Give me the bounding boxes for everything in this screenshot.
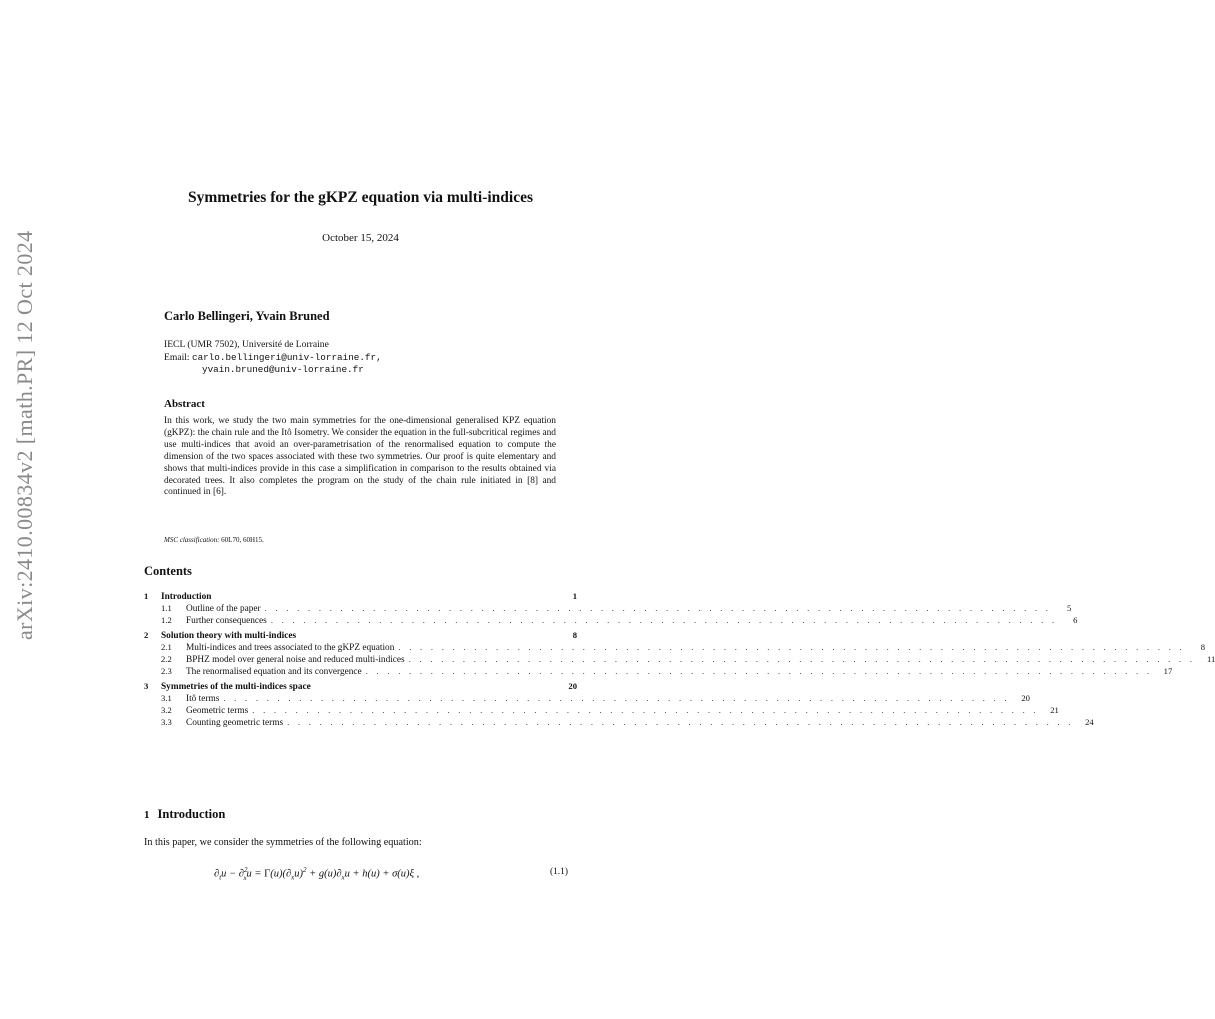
toc-subsection-number: 1.1 bbox=[161, 603, 172, 613]
toc-page: 21 bbox=[1050, 705, 1059, 716]
abstract-text: In this work, we study the two main symmetries for the one-dimensional generalised KPZ equation (gKPZ): the chain rule and the Itô Isometry. We consider the equation in the full-subcritical regimes and use multi-indices that avoid an over-parametrisation of the renormalised equation to compute the dimension of the two spaces associated with these two symmetries. Our proof is quite elementary and shows that multi-indices provide in this case a simplification in comparison to the results obtained via decorated trees. It also completes the program on the study of the chain rule initiated in [8] and continued in [6]. bbox=[164, 416, 556, 498]
toc-section-number: 1 bbox=[144, 591, 149, 601]
toc-page: 8 bbox=[1200, 642, 1205, 653]
toc-subsection-number: 2.3 bbox=[161, 665, 172, 676]
toc-page: 1 bbox=[572, 591, 577, 601]
authors: Carlo Bellingeri, Yvain Bruned bbox=[164, 309, 330, 323]
paper-date: October 15, 2024 bbox=[322, 232, 399, 244]
toc-page: 8 bbox=[572, 630, 577, 641]
email-label: Email: bbox=[164, 351, 192, 363]
section-number: 1 bbox=[144, 809, 150, 821]
toc-subsection-row[interactable] bbox=[144, 716, 1094, 729]
toc-page: 17 bbox=[1163, 665, 1173, 676]
toc-page: 20 bbox=[1021, 693, 1030, 704]
toc-subsection-number: 2.1 bbox=[161, 642, 172, 653]
toc-subsection-row[interactable] bbox=[144, 642, 1205, 654]
toc-subsection-label[interactable]: Outline of the paper bbox=[186, 604, 261, 614]
toc-subsection-label[interactable]: Counting geometric terms bbox=[186, 717, 284, 728]
toc-section-row[interactable] bbox=[144, 681, 577, 693]
toc-subsection-row[interactable] bbox=[144, 614, 1078, 627]
abstract-heading: Abstract bbox=[164, 398, 205, 410]
section-heading-introduction bbox=[144, 807, 225, 822]
toc-subsection-number: 3.2 bbox=[161, 705, 172, 716]
toc-subsection-row[interactable] bbox=[144, 693, 1030, 705]
toc-section-row[interactable] bbox=[144, 630, 577, 642]
toc-leader: . . . . . . . . . . . . . . . . . . . . . . . . . . . . . . . . . . . . . . . . . . . . . . . . . . . . . . . . . . . . . . . . . . . . . . . . . bbox=[287, 716, 1074, 727]
toc-page: 5 bbox=[1066, 603, 1072, 613]
toc-page: 20 bbox=[568, 681, 577, 692]
toc-subsection-label[interactable]: Multi-indices and trees associated to the gKPZ equation bbox=[186, 643, 395, 654]
equation-number: (1.1) bbox=[550, 867, 568, 877]
toc-leader: . . . . . . . . . . . . . . . . . . . . . . . . . . . . . . . . . . . . . . . . . . . . . . . . . . . . . . . . . . . . . . . . . . . . . . . . . bbox=[365, 665, 1153, 676]
toc-section-label[interactable]: Introduction bbox=[161, 592, 212, 602]
toc-section-number: 3 bbox=[144, 681, 149, 692]
toc-leader: . . . . . . . . . . . . . . . . . . . . . . . . . . . . . . . . . . . . . . . . . . . . . . . . . . . . . . . . . . . . . . . . . . . . . . . . . bbox=[264, 603, 1052, 613]
toc-leader: . . . . . . . . . . . . . . . . . . . . . . . . . . . . . . . . . . . . . . . . . . . . . . . . . . . . . . . . . . . . . . . . . . . . . . . . . bbox=[408, 654, 1196, 665]
email-line bbox=[164, 352, 382, 365]
contents-heading: Contents bbox=[144, 564, 192, 578]
toc-section-row[interactable] bbox=[144, 591, 577, 603]
toc-subsection-row[interactable] bbox=[144, 665, 1173, 678]
toc-subsection-number: 2.2 bbox=[161, 654, 172, 665]
affiliation-block bbox=[164, 339, 382, 377]
msc-classification bbox=[164, 536, 264, 544]
toc-subsection-row[interactable] bbox=[144, 654, 1215, 666]
toc-leader: . . . . . . . . . . . . . . . . . . . . . . . . . . . . . . . . . . . . . . . . . . . . . . . . . . . . . . . . . . . . . . . . . . . . . . . . . bbox=[252, 705, 1039, 716]
toc-subsection-label[interactable]: Further consequences bbox=[186, 615, 267, 626]
toc-page: 6 bbox=[1073, 614, 1078, 625]
arxiv-identifier: arXiv:2410.00834v2 [math.PR] 12 Oct 2024 bbox=[12, 230, 37, 640]
toc-subsection-label[interactable]: Geometric terms bbox=[186, 706, 249, 717]
toc-subsection-row[interactable] bbox=[144, 603, 1072, 615]
toc-section-label[interactable]: Symmetries of the multi-indices space bbox=[161, 682, 311, 693]
equation-1-1: $\partial_tu - \partial^2_xu = \Gamma(u)(\partial_xu)^2 + g(u)\partial_xu + h(u) + \sigma(u)\xi$ , bbox=[214, 866, 420, 882]
toc-leader: . . . . . . . . . . . . . . . . . . . . . . . . . . . . . . . . . . . . . . . . . . . . . . . . . . . . . . . . . . . . . . . . . . . . . . . . . bbox=[398, 642, 1185, 653]
email-line-2 bbox=[164, 364, 382, 377]
table-of-contents bbox=[144, 591, 1215, 729]
email-link-1[interactable]: carlo.bellingeri@univ-lorraine.fr, bbox=[191, 351, 382, 363]
msc-value: 60L70, 60H15. bbox=[219, 536, 264, 544]
toc-subsection-label[interactable]: Itô terms bbox=[186, 694, 220, 705]
toc-section-label[interactable]: Solution theory with multi-indices bbox=[161, 631, 297, 642]
toc-subsection-number: 1.2 bbox=[161, 614, 172, 625]
toc-subsection-number: 3.3 bbox=[161, 716, 172, 727]
email-link-2[interactable]: yvain.bruned@univ-lorraine.fr bbox=[202, 364, 364, 375]
paper-title: Symmetries for the gKPZ equation via multi-indices bbox=[188, 189, 533, 206]
intro-paragraph: In this paper, we consider the symmetries of the following equation: bbox=[144, 837, 422, 848]
affiliation: IECL (UMR 7502), Université de Lorraine bbox=[164, 339, 329, 350]
toc-leader: . . . . . . . . . . . . . . . . . . . . . . . . . . . . . . . . . . . . . . . . . . . . . . . . . . . . . . . . . . . . . . . . . . . . . . . . . bbox=[223, 693, 1010, 704]
toc-section-number: 2 bbox=[144, 630, 149, 641]
toc-page: 24 bbox=[1085, 716, 1094, 727]
toc-subsection-row[interactable] bbox=[144, 705, 1059, 717]
section-title: Introduction bbox=[157, 807, 226, 821]
toc-leader: . . . . . . . . . . . . . . . . . . . . . . . . . . . . . . . . . . . . . . . . . . . . . . . . . . . . . . . . . . . . . . . . . . . . . . . . . bbox=[270, 614, 1058, 625]
toc-subsection-number: 3.1 bbox=[161, 693, 172, 704]
toc-page: 11 bbox=[1207, 654, 1215, 665]
msc-label: MSC classification: bbox=[164, 536, 220, 544]
toc-subsection-label[interactable]: The renormalised equation and its convergence bbox=[186, 666, 362, 677]
toc-subsection-label[interactable]: BPHZ model over general noise and reduced multi-indices bbox=[186, 655, 405, 666]
